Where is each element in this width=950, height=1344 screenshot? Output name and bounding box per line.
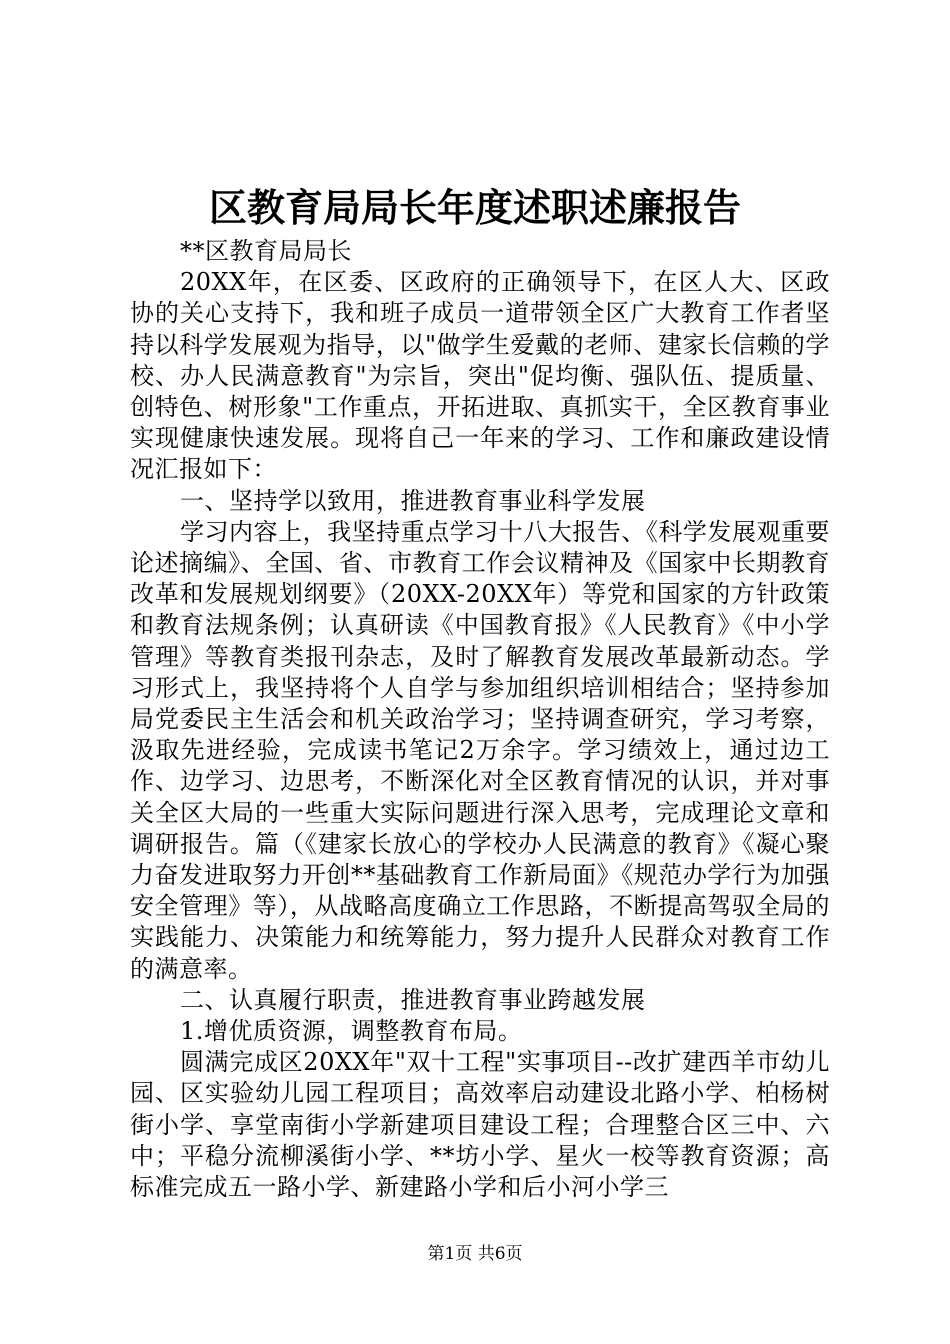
section-heading-2: 二、认真履行职责，推进教育事业跨越发展 [180, 985, 646, 1014]
section-heading-1: 一、坚持学以致用，推进教育事业科学发展 [180, 486, 646, 515]
document-body [130, 236, 830, 1203]
subheading-1: 1.增优质资源，调整教育布局。 [180, 1017, 523, 1046]
page-footer: 第1页 共6页 [427, 1244, 523, 1264]
intro-paragraph: 20XX年，在区委、区政府的正确领导下，在区人大、区政协的关心支持下，我和班子成员一道带领全区广大教育工作者坚持以科学发展观为指导，以"做学生爱戴的老师、建家长信赖的学校、办人民满意教育"为宗旨，突出"促均衡、强队伍、提质量、创特色、树形象"工作重点，开拓进取、真抓实干，全区教育事业实现健康快速发展。现将自己一年来的学习、工作和廉政建设情况汇报如下： [130, 268, 830, 484]
resources-paragraph: 圆满完成区20XX年"双十工程"实事项目--改扩建西羊市幼儿园、区实验幼儿园工程项目；高效率启动建设北路小学、柏杨树街小学、享堂南街小学新建项目建设工程；合理整合区三中、六中；平稳分流柳溪街小学、**坊小学、星火一校等教育资源；高标准完成五一路小学、新建路小学和后小河小学三 [130, 1048, 830, 1202]
document-title: 区教育局局长年度述职述廉报告 [208, 185, 741, 230]
study-paragraph: 学习内容上，我坚持重点学习十八大报告、《科学发展观重要论述摘编》、全国、省、市教育工作会议精神及《国家中长期教育改革和发展规划纲要》（20XX-20XX年）等党和国家的方针政策和教育法规条例；认真研读《中国教育报》《人民教育》《中小学管理》等教育类报刊杂志，及时了解教育发展改革最新动态。学习形式上，我坚持将个人自学与参加组织培训相结合；坚持参加局党委民主生活会和机关政治学习；坚持调查研究，学习考察，汲取先进经验，完成读书笔记2万余字。学习绩效上，通过边工作、边学习、边思考，不断深化对全区教育情况的认识，并对事关全区大局的一些重大实际问题进行深入思考，完成理论文章和调研报告。篇（《建家长放心的学校办人民满意的教育》《凝心聚力奋发进取努力开创**基础教育工作新局面》《规范办学行为加强安全管理》等），从战略高度确立工作思路，不断提高驾驭全局的实践能力、决策能力和统筹能力，努力提升人民群众对教育工作的满意率。 [130, 517, 830, 983]
author-line: **区教育局局长 [180, 237, 352, 265]
